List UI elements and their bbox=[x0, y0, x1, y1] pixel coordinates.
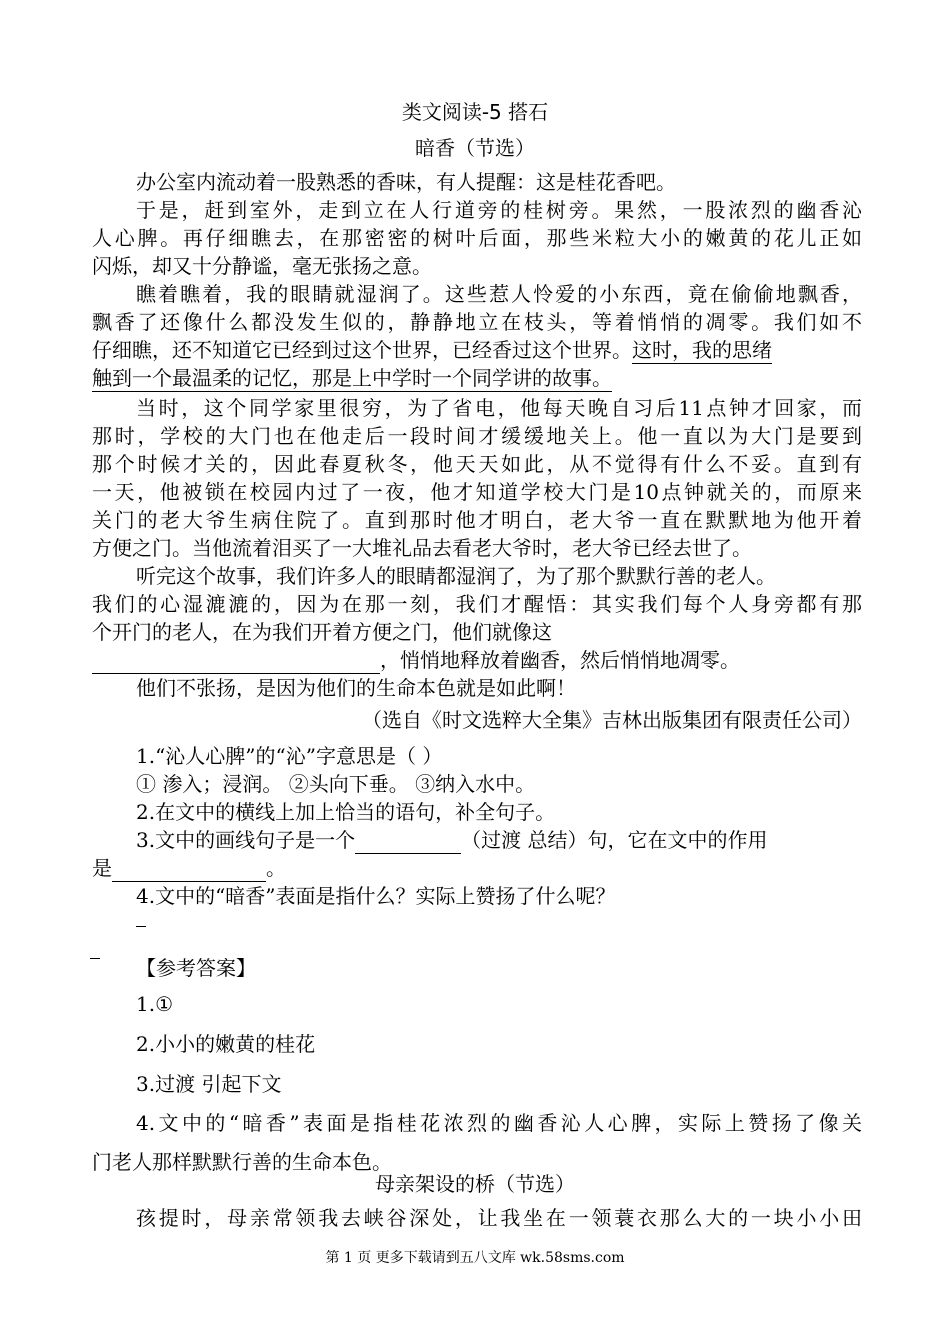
source-citation: （选自《时文选粹大全集》吉林出版集团有限责任公司） bbox=[362, 708, 862, 732]
answer-4: 4.文中的“暗香”表面是指桂花浓烈的幽香沁人心脾，实际上赞扬了像关 bbox=[136, 1111, 862, 1135]
answer-1: 1.① bbox=[136, 992, 174, 1016]
question-3-text: 是 bbox=[92, 856, 112, 880]
paragraph-line: 听完这个故事，我们许多人的眼睛都湿润了，为了那个默默行善的老人。 bbox=[136, 564, 776, 588]
answer-3: 3.过渡 引起下文 bbox=[136, 1072, 282, 1096]
question-1-options: ① 渗入；浸润。 ②头向下垂。 ③纳入水中。 bbox=[136, 772, 536, 796]
answers-heading: 【参考答案】 bbox=[136, 956, 256, 980]
paragraph-text: 仔细瞧，还不知道它已经到过这个世界，已经香过这个世界。 bbox=[92, 338, 632, 362]
question-3-text: （过渡 总结）句，它在文中的作用 bbox=[461, 828, 768, 852]
paragraph-line bbox=[92, 336, 862, 364]
paragraph-line: 方便之门。当他流着泪买了一大堆礼品去看老大爷时，老大爷已经去世了。 bbox=[92, 536, 752, 560]
question-3-text: 3.文中的画线句子是一个 bbox=[136, 828, 356, 852]
paragraph-line: 我们的心湿漉漉的，因为在那一刻，我们才醒悟：其实我们每个人身旁都有那 bbox=[92, 592, 862, 616]
underlined-sentence: 触到一个最温柔的记忆，那是上中学时一个同学讲的故事。 bbox=[92, 366, 612, 390]
paragraph-line: 飘香了还像什么都没发生似的，静静地立在枝头，等着悄悄的凋零。我们如不 bbox=[92, 310, 862, 334]
article-2-title: 母亲架设的桥（节选） bbox=[375, 1172, 575, 1196]
document-title: 类文阅读-5 搭石 bbox=[401, 100, 549, 124]
paragraph-line: 他们不张扬，是因为他们的生命本色就是如此啊！ bbox=[136, 676, 576, 700]
paragraph-line bbox=[92, 646, 862, 674]
answer-2: 2.小小的嫩黄的桂花 bbox=[136, 1032, 316, 1056]
underlined-sentence: 这时，我的思绪 bbox=[632, 338, 772, 362]
paragraph-text: ，悄悄地释放着幽香，然后悄悄地凋零。 bbox=[380, 648, 740, 672]
paragraph-line bbox=[92, 364, 862, 392]
paragraph-line: 闪烁，却又十分静谧，毫无张扬之意。 bbox=[92, 254, 432, 278]
paragraph-line: 于是，赶到室外，走到立在人行道旁的桂树旁。果然，一股浓烈的幽香沁 bbox=[136, 198, 862, 222]
answer-4-continued: 门老人那样默默行善的生命本色。 bbox=[92, 1150, 392, 1174]
answer-line[interactable] bbox=[136, 926, 146, 927]
paragraph-line: 那个时候才关的，因此春夏秋冬，他天天如此，从不觉得有什么不妥。直到有 bbox=[92, 452, 862, 476]
article-title: 暗香（节选） bbox=[415, 136, 535, 160]
question-3-text: 。 bbox=[266, 856, 286, 880]
question-3 bbox=[92, 826, 862, 854]
fill-blank[interactable] bbox=[92, 651, 380, 674]
paragraph-line: 个开门的老人，在为我们开着方便之门，他们就像这 bbox=[92, 620, 552, 644]
paragraph-line: 当时，这个同学家里很穷，为了省电，他每天晚自习后11点钟才回家，而 bbox=[136, 396, 862, 420]
paragraph-line: 一天，他被锁在校园内过了一夜，他才知道学校大门是10点钟就关的，而原来 bbox=[92, 480, 862, 504]
fill-blank[interactable] bbox=[112, 859, 266, 882]
page-footer: 第 1 页 更多下载请到五八文库 wk.58sms.com bbox=[325, 1250, 625, 1266]
paragraph-line: 办公室内流动着一股熟悉的香味，有人提醒：这是桂花香吧。 bbox=[136, 170, 676, 194]
question-1: 1.“沁人心脾”的“沁”字意思是（ ） bbox=[136, 744, 443, 768]
fill-blank[interactable] bbox=[355, 831, 461, 854]
question-4: 4.文中的“暗香”表面是指什么？实际上赞扬了什么呢？ bbox=[136, 884, 616, 908]
paragraph-line: 人心脾。再仔细瞧去，在那密密的树叶后面，那些米粒大小的嫩黄的花儿正如 bbox=[92, 226, 862, 250]
question-3-continued bbox=[92, 854, 862, 882]
paragraph-line: 瞧着瞧着，我的眼睛就湿润了。这些惹人怜爱的小东西，竟在偷偷地飘香， bbox=[136, 282, 862, 306]
paragraph-line: 那时，学校的大门也在他走后一段时间才缓缓地关上。他一直以为大门是要到 bbox=[92, 424, 862, 448]
paragraph-line: 孩提时，母亲常领我去峡谷深处，让我坐在一领蓑衣那么大的一块小小田 bbox=[136, 1206, 862, 1230]
question-2: 2.在文中的横线上加上恰当的语句，补全句子。 bbox=[136, 800, 556, 824]
paragraph-line: 关门的老大爷生病住院了。直到那时他才明白，老大爷一直在默默地为他开着 bbox=[92, 508, 862, 532]
